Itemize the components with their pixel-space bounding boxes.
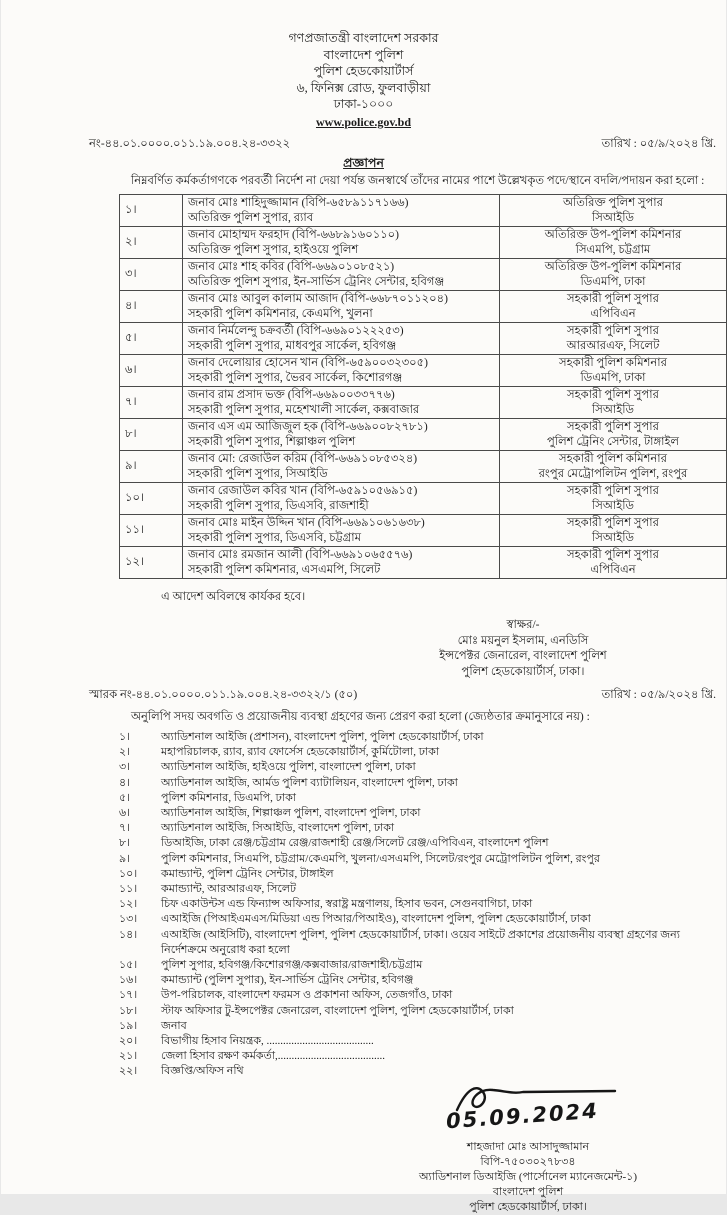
- item-text: ডিআইজি, ঢাকা রেঞ্জ/চট্টগ্রাম রেঞ্জ/রাজশাহী রেঞ্জ/সিলেট রেঞ্জ/এপিবিএন, বাংলাদেশ পুলিশ: [161, 837, 549, 850]
- row-new-posting: [500, 515, 727, 547]
- notification-title: প্রজ্ঞাপন: [343, 156, 384, 170]
- officer-current-post: সহকারী পুলিশ সুপার, ডিএসবি, চট্টগ্রাম: [188, 531, 362, 544]
- item-text: জেলা হিসাব রক্ষণ কর্মকর্তা,.......................................: [161, 1050, 386, 1063]
- table-row: [120, 323, 727, 355]
- item-text: বিজ্ঞপ্তি/অফিস নথি: [161, 1065, 244, 1078]
- new-post-unit: আরআরএফ, সিলেট: [566, 339, 660, 352]
- signed-label: স্বাক্ষর/-: [506, 619, 540, 631]
- row-serial: ৬।: [120, 355, 183, 387]
- officer-name: জনাব রেজাউল কবির খান (বিপি-৬৫৯১০৫৬৯১৫): [188, 485, 418, 498]
- table-row: [120, 387, 727, 419]
- new-post-title: সহকারী পুলিশ কমিশনার: [559, 357, 667, 370]
- ig-office: পুলিশ হেডকোয়ার্টার্স, ঢাকা।: [461, 665, 585, 678]
- row-serial: ৩।: [120, 259, 183, 291]
- row-new-posting: [500, 227, 727, 259]
- row-officer-details: [183, 355, 500, 387]
- officer-current-post: অতিরিক্ত পুলিশ সুপার, ইন-সার্ভিস ট্রেনিং সেন্টার, হবিগঞ্জ: [188, 275, 445, 288]
- officer-current-post: সহকারী পুলিশ সুপার, মাধবপুর সার্কেল, হবিগঞ্জ: [188, 339, 397, 352]
- item-text: অ্যাডিশনাল আইজি, শিল্পাঞ্চল পুলিশ, বাংলাদেশ পুলিশ, ঢাকা: [161, 807, 421, 820]
- ig-designation: ইন্সপেক্টর জেনারেল, বাংলাদেশ পুলিশ: [439, 650, 607, 662]
- item-number: ১২।: [119, 898, 138, 911]
- row-new-posting: [500, 323, 727, 355]
- row-officer-details: [183, 195, 500, 227]
- new-post-unit: সিআইডি: [591, 531, 635, 544]
- adig-office: পুলিশ হেডকোয়ার্টার্স, ঢাকা।: [469, 1200, 587, 1213]
- header-government: গণপ্রজাতন্ত্রী বাংলাদেশ সরকার: [288, 31, 439, 45]
- item-text: অ্যাডিশনাল আইজি, আর্মড পুলিশ ব্যাটালিয়ন, বাংলাদেশ পুলিশ, ঢাকা: [161, 776, 458, 789]
- officer-current-post: সহকারী পুলিশ সুপার, ভৈরব সার্কেল, কিশোরগঞ্জ: [188, 371, 403, 384]
- new-post-title: সহকারী পুলিশ কমিশনার: [559, 453, 667, 466]
- transfer-table: [119, 194, 727, 579]
- item-number: ১৬।: [119, 974, 138, 987]
- adig-signature-lines: [358, 1140, 698, 1215]
- list-item: [119, 1004, 718, 1019]
- item-number: ২।: [119, 746, 131, 759]
- list-item: [119, 973, 718, 988]
- transfer-table-body: [120, 195, 727, 579]
- officer-name: জনাব মোঃ শাহ কবির (বিপি-৬৬৯০১০৮৫২১): [188, 261, 395, 274]
- item-number: ১০।: [119, 867, 138, 880]
- list-item: [119, 836, 718, 851]
- new-post-title: অতিরিক্ত উপ-পুলিশ কমিশনার: [544, 261, 682, 274]
- item-text: বিভাগীয় হিসাব নিয়ন্ত্রক, .......................................: [161, 1035, 374, 1048]
- row-officer-details: [183, 515, 500, 547]
- item-text: পুলিশ কমিশনার, ডিএমপি, ঢাকা: [161, 791, 296, 804]
- row-serial: ৯।: [120, 451, 183, 483]
- officer-name: জনাব নির্মলেন্দু চক্রবর্তী (বিপি-৬৬৯০১২২২৫৩): [188, 325, 404, 338]
- item-text: জনাব: [161, 1019, 187, 1032]
- item-number: ৮।: [119, 837, 131, 850]
- item-text: চিফ একাউন্টস এন্ড ফিন্যান্স অফিসার, স্বরাষ্ট্র মন্ত্রণালয়, হিসাব ভবন, সেগুনবাগিচা, ঢাকা: [161, 898, 533, 911]
- officer-name: জনাব মোঃ আবুল কালাম আজাদ (বিপি-৬৬৮৭০১১২০৪): [188, 293, 448, 306]
- list-item: [119, 1049, 718, 1064]
- item-number: ১৫।: [119, 959, 138, 972]
- new-post-unit: এপিবিএন: [590, 307, 636, 320]
- new-post-title: সহকারী পুলিশ সুপার: [567, 325, 659, 338]
- officer-current-post: সহকারী পুলিশ সুপার, সিআইডি: [188, 467, 328, 480]
- new-post-unit: সিআইডি: [591, 211, 635, 224]
- adig-designation: অ্যাডিশনাল ডিআইজি (পার্সোনেল ম্যানেজমেন্ট-১): [419, 1170, 637, 1183]
- item-number: ১৩।: [119, 913, 138, 926]
- item-number: ৭।: [119, 822, 131, 835]
- item-text: পুলিশ সুপার, হবিগঞ্জ/কিশোরগঞ্জ/কক্সবাজার/রাজশাহী/চট্টগ্রাম: [161, 959, 423, 972]
- officer-current-post: সহকারী পুলিশ কমিশনার, এসএমপি, সিলেট: [188, 563, 381, 576]
- list-item: [119, 760, 718, 775]
- table-row: [120, 515, 727, 547]
- officer-name: জনাব মো: রেজাউল করিম (বিপি-৬৬৯১০৮৫৩২৪): [188, 453, 418, 466]
- list-item: [119, 1019, 718, 1034]
- row-officer-details: [183, 387, 500, 419]
- table-row: [120, 195, 727, 227]
- row-officer-details: [183, 259, 500, 291]
- table-row: [120, 227, 727, 259]
- handwritten-signature: [358, 1080, 698, 1138]
- new-post-title: সহকারী পুলিশ সুপার: [567, 517, 659, 530]
- list-item: [119, 730, 718, 745]
- table-row: [120, 259, 727, 291]
- handwritten-date: 05.09.2024: [445, 1098, 600, 1133]
- new-post-unit: সিআইডি: [591, 499, 635, 512]
- row-new-posting: [500, 291, 727, 323]
- table-row: [120, 547, 727, 579]
- row-serial: ১১।: [120, 515, 183, 547]
- item-number: ৩।: [119, 761, 131, 774]
- memo-row-2: [1, 688, 726, 703]
- row-new-posting: [500, 195, 727, 227]
- new-post-title: সহকারী পুলিশ সুপার: [567, 485, 659, 498]
- item-number: ১১।: [119, 883, 138, 896]
- row-new-posting: [500, 355, 727, 387]
- row-officer-details: [183, 451, 500, 483]
- website-link: www.police.gov.bd: [315, 114, 411, 129]
- row-new-posting: [500, 419, 727, 451]
- item-number: ১৪।: [119, 928, 138, 941]
- row-serial: ৪।: [120, 291, 183, 323]
- row-officer-details: [183, 419, 500, 451]
- officer-current-post: সহকারী পুলিশ সুপার, ডিএসবি, রাজশাহী: [188, 499, 369, 512]
- row-serial: ২।: [120, 227, 183, 259]
- new-post-title: সহকারী পুলিশ সুপার: [567, 389, 659, 402]
- new-post-unit: ডিএমপি, ঢাকা: [580, 275, 646, 288]
- item-text: উপ-পরিচালক, বাংলাদেশ ফরমস ও প্রকাশনা অফিস, তেজগাঁও, ঢাকা: [161, 989, 453, 1002]
- distribution-list: [1, 730, 726, 1080]
- memo2-number: স্মারক নং-৪৪.০১.০০০০.০১১.১৯.০০৪.২৪-৩৩২২/১ (৫০): [89, 689, 358, 701]
- new-post-title: অতিরিক্ত উপ-পুলিশ কমিশনার: [544, 229, 682, 242]
- new-post-unit: রংপুর মেট্রোপলিটন পুলিশ, রংপুর: [538, 467, 688, 480]
- officer-current-post: অতিরিক্ত পুলিশ সুপার, হাইওয়ে পুলিশ: [188, 243, 359, 256]
- list-item: [119, 791, 718, 806]
- officer-name: জনাব মোহাম্মদ ফরহাদ (বিপি-৬৬৮৯১৬০১১০): [188, 229, 399, 242]
- table-row: [120, 355, 727, 387]
- intro-text: নিম্নবর্ণিত কর্মকর্তাগণকে পরবর্তী নির্দেশ না দেয়া পর্যন্ত জনস্বার্থে তাঁদের নামের পাশে উল্লেখকৃত পদে/স্থানে বদলি/পদায়ন করা হলো :: [131, 175, 705, 187]
- effect-note: এ আদেশ অবিলম্বে কার্যকর হবে।: [161, 591, 306, 603]
- memo2-date: তারিখ : ০৫/৯/২০২৪ খ্রি.: [601, 689, 716, 701]
- table-row: [120, 291, 727, 323]
- row-new-posting: [500, 451, 727, 483]
- item-number: ১।: [119, 731, 131, 743]
- row-serial: ৫।: [120, 323, 183, 355]
- list-item: [119, 882, 718, 897]
- list-item: [119, 958, 718, 973]
- officer-name: জনাব মোঃ শাহিদুজ্জামান (বিপি-৬৫৮৯১১৭১৬৬): [188, 197, 409, 210]
- new-post-unit: সিআইডি: [591, 403, 635, 416]
- row-officer-details: [183, 547, 500, 579]
- row-officer-details: [183, 291, 500, 323]
- memo-number: নং-৪৪.০১.০০০০.০১১.১৯.০০৪.২৪-৩৩২২: [89, 138, 291, 150]
- header-office: পুলিশ হেডকোয়ার্টার্স: [313, 64, 414, 78]
- memo-date: তারিখ : ০৫/৯/২০২৪ খ্রি.: [601, 138, 716, 150]
- list-item: [119, 912, 718, 927]
- adig-organization: বাংলাদেশ পুলিশ: [492, 1185, 564, 1198]
- new-post-title: সহকারী পুলিশ সুপার: [567, 293, 659, 306]
- list-item: [119, 928, 718, 958]
- officer-current-post: সহকারী পুলিশ কমিশনার, কেএমপি, খুলনা: [188, 307, 373, 320]
- item-number: ২২।: [119, 1065, 138, 1078]
- item-number: ৫।: [119, 791, 131, 804]
- list-item: [119, 806, 718, 821]
- adig-name: শাহজাদা মোঃ আসাদুজ্জামান: [466, 1140, 590, 1153]
- item-text: স্টাফ অফিসার টু-ইন্সপেক্টর জেনারেল, বাংলাদেশ পুলিশ, পুলিশ হেডকোয়ার্টার্স, ঢাকা: [161, 1004, 514, 1017]
- officer-name: জনাব দেলোয়ার হোসেন খান (বিপি-৬৫৯০০৩২৩০৫): [188, 357, 428, 370]
- officer-current-post: সহকারী পুলিশ সুপার, শিল্পাঞ্চল পুলিশ: [188, 435, 356, 448]
- row-officer-details: [183, 483, 500, 515]
- item-text: অ্যাডিশনাল আইজি, সিআইডি, বাংলাদেশ পুলিশ, ঢাকা: [161, 822, 395, 835]
- item-text: মহাপরিচালক, র‍্যাব, র‍্যাব ফোর্সেস হেডকোয়ার্টার্স, কুর্মিটোলা, ঢাকা: [161, 746, 440, 759]
- list-item: [119, 776, 718, 791]
- list-item: [119, 1034, 718, 1049]
- row-new-posting: [500, 483, 727, 515]
- row-serial: ১।: [120, 195, 183, 227]
- item-number: ৯।: [119, 852, 131, 865]
- list-item: [119, 867, 718, 882]
- memo-row-1: [1, 137, 726, 152]
- item-number: ২১।: [119, 1050, 138, 1063]
- item-text: কমান্ড্যান্ট, আরআরএফ, সিলেট: [161, 883, 297, 896]
- copy-intro: অনুলিপি সদয় অবগতি ও প্রয়োজনীয় ব্যবস্থা গ্রহণের জন্য প্রেরণ করা হলো (জ্যেষ্ঠতার ক্রমানুসারে নয়) :: [131, 711, 590, 723]
- new-post-title: সহকারী পুলিশ সুপার: [567, 549, 659, 562]
- scanned-document-page: [1, 0, 726, 1213]
- row-officer-details: [183, 227, 500, 259]
- row-new-posting: [500, 547, 727, 579]
- officer-name: জনাব এস এম আজিজুল হক (বিপি-৬৬৯০০৮২৭৮১): [188, 421, 428, 434]
- item-text: এআইজি (আইসিটি), বাংলাদেশ পুলিশ, পুলিশ হেডকোয়ার্টার্স, ঢাকা। ওয়েব সাইটে প্রকাশের প্রয়োজনীয় ব্যবস্থা গ্রহণের জন্য নির্দেশক্রমে অনুরোধ করা হলো: [161, 928, 680, 956]
- row-new-posting: [500, 259, 727, 291]
- row-new-posting: [500, 387, 727, 419]
- item-number: ১৮।: [119, 1004, 138, 1017]
- officer-name: জনাব মোঃ মাইন উদ্দিন খান (বিপি-৬৬৯১০৬১৬৩৮): [188, 517, 425, 530]
- list-item: [119, 1064, 718, 1079]
- item-number: ৪।: [119, 776, 131, 789]
- table-row: [120, 451, 727, 483]
- item-text: অ্যাডিশনাল আইজি, হাইওয়ে পুলিশ, বাংলাদেশ পুলিশ, ঢাকা: [161, 761, 416, 774]
- table-row: [120, 419, 727, 451]
- ig-name: মোঃ ময়নুল ইসলাম, এনডিসি: [457, 634, 589, 647]
- officer-current-post: সহকারী পুলিশ সুপার, মহেশখালী সার্কেল, কক্সবাজার: [188, 403, 420, 416]
- officer-name: জনাব রাম প্রসাদ ভক্ত (বিপি-৬৬৯০০৩৩৭৭৬): [188, 389, 395, 402]
- table-row: [120, 483, 727, 515]
- govt-header: [1, 30, 726, 130]
- new-post-unit: এপিবিএন: [590, 563, 636, 576]
- item-text: কমান্ড্যান্ট (পুলিশ সুপার), ইন-সার্ভিস ট্রেনিং সেন্টার, হবিগঞ্জ: [161, 974, 414, 987]
- new-post-title: অতিরিক্ত পুলিশ সুপার: [563, 197, 663, 210]
- officer-name: জনাব মোঃ রমজান আলী (বিপি-৬৬৯১০৬৫৫৭৬): [188, 549, 413, 562]
- header-address: ৬, ফিনিক্স রোড, ফুলবাড়ীয়া: [296, 80, 431, 95]
- list-item: [119, 988, 718, 1003]
- item-number: ১৭।: [119, 989, 138, 1002]
- officer-current-post: অতিরিক্ত পুলিশ সুপার, র‍্যাব: [188, 211, 314, 224]
- list-item: [119, 852, 718, 867]
- item-text: পুলিশ কমিশনার, সিএমপি, চট্টগ্রাম/কেএমপি, খুলনা/এসএমপি, সিলেট/রংপুর মেট্রোপলিটন পুলিশ, রংপুর: [161, 852, 600, 865]
- new-post-unit: পুলিশ ট্রেনিং সেন্টার, টাঙ্গাইল: [547, 435, 679, 448]
- item-number: ২০।: [119, 1035, 138, 1048]
- row-officer-details: [183, 323, 500, 355]
- new-post-unit: ডিএমপি, ঢাকা: [580, 371, 646, 384]
- item-text: অ্যাডিশনাল আইজি (প্রশাসন), বাংলাদেশ পুলিশ, পুলিশ হেডকোয়ার্টার্স, ঢাকা: [161, 731, 484, 743]
- item-text: এআইজি (পিআইএমএস/মিডিয়া এন্ড পিআর/পিআইও), বাংলাদেশ পুলিশ, পুলিশ হেডকোয়ার্টার্স, ঢাকা: [161, 913, 591, 926]
- list-item: [119, 745, 718, 760]
- new-post-unit: সিএমপি, চট্টগ্রাম: [575, 243, 651, 256]
- item-text: কমান্ড্যান্ট, পুলিশ ট্রেনিং সেন্টার, টাঙ্গাইল: [161, 867, 334, 880]
- new-post-title: সহকারী পুলিশ সুপার: [567, 421, 659, 434]
- adig-signature-block: [358, 1080, 698, 1215]
- ig-signature-block: [368, 618, 678, 680]
- header-city: ঢাকা-১০০০: [333, 97, 394, 111]
- adig-bp-number: বিপি-৭৫০৩০২৭৮৩৪: [480, 1155, 576, 1168]
- row-serial: ৮।: [120, 419, 183, 451]
- list-item: [119, 897, 718, 912]
- row-serial: ১২।: [120, 547, 183, 579]
- header-organization: বাংলাদেশ পুলিশ: [323, 47, 404, 62]
- item-number: ১৯।: [119, 1019, 138, 1032]
- list-item: [119, 821, 718, 836]
- row-serial: ৭।: [120, 387, 183, 419]
- item-number: ৬।: [119, 807, 131, 820]
- row-serial: ১০।: [120, 483, 183, 515]
